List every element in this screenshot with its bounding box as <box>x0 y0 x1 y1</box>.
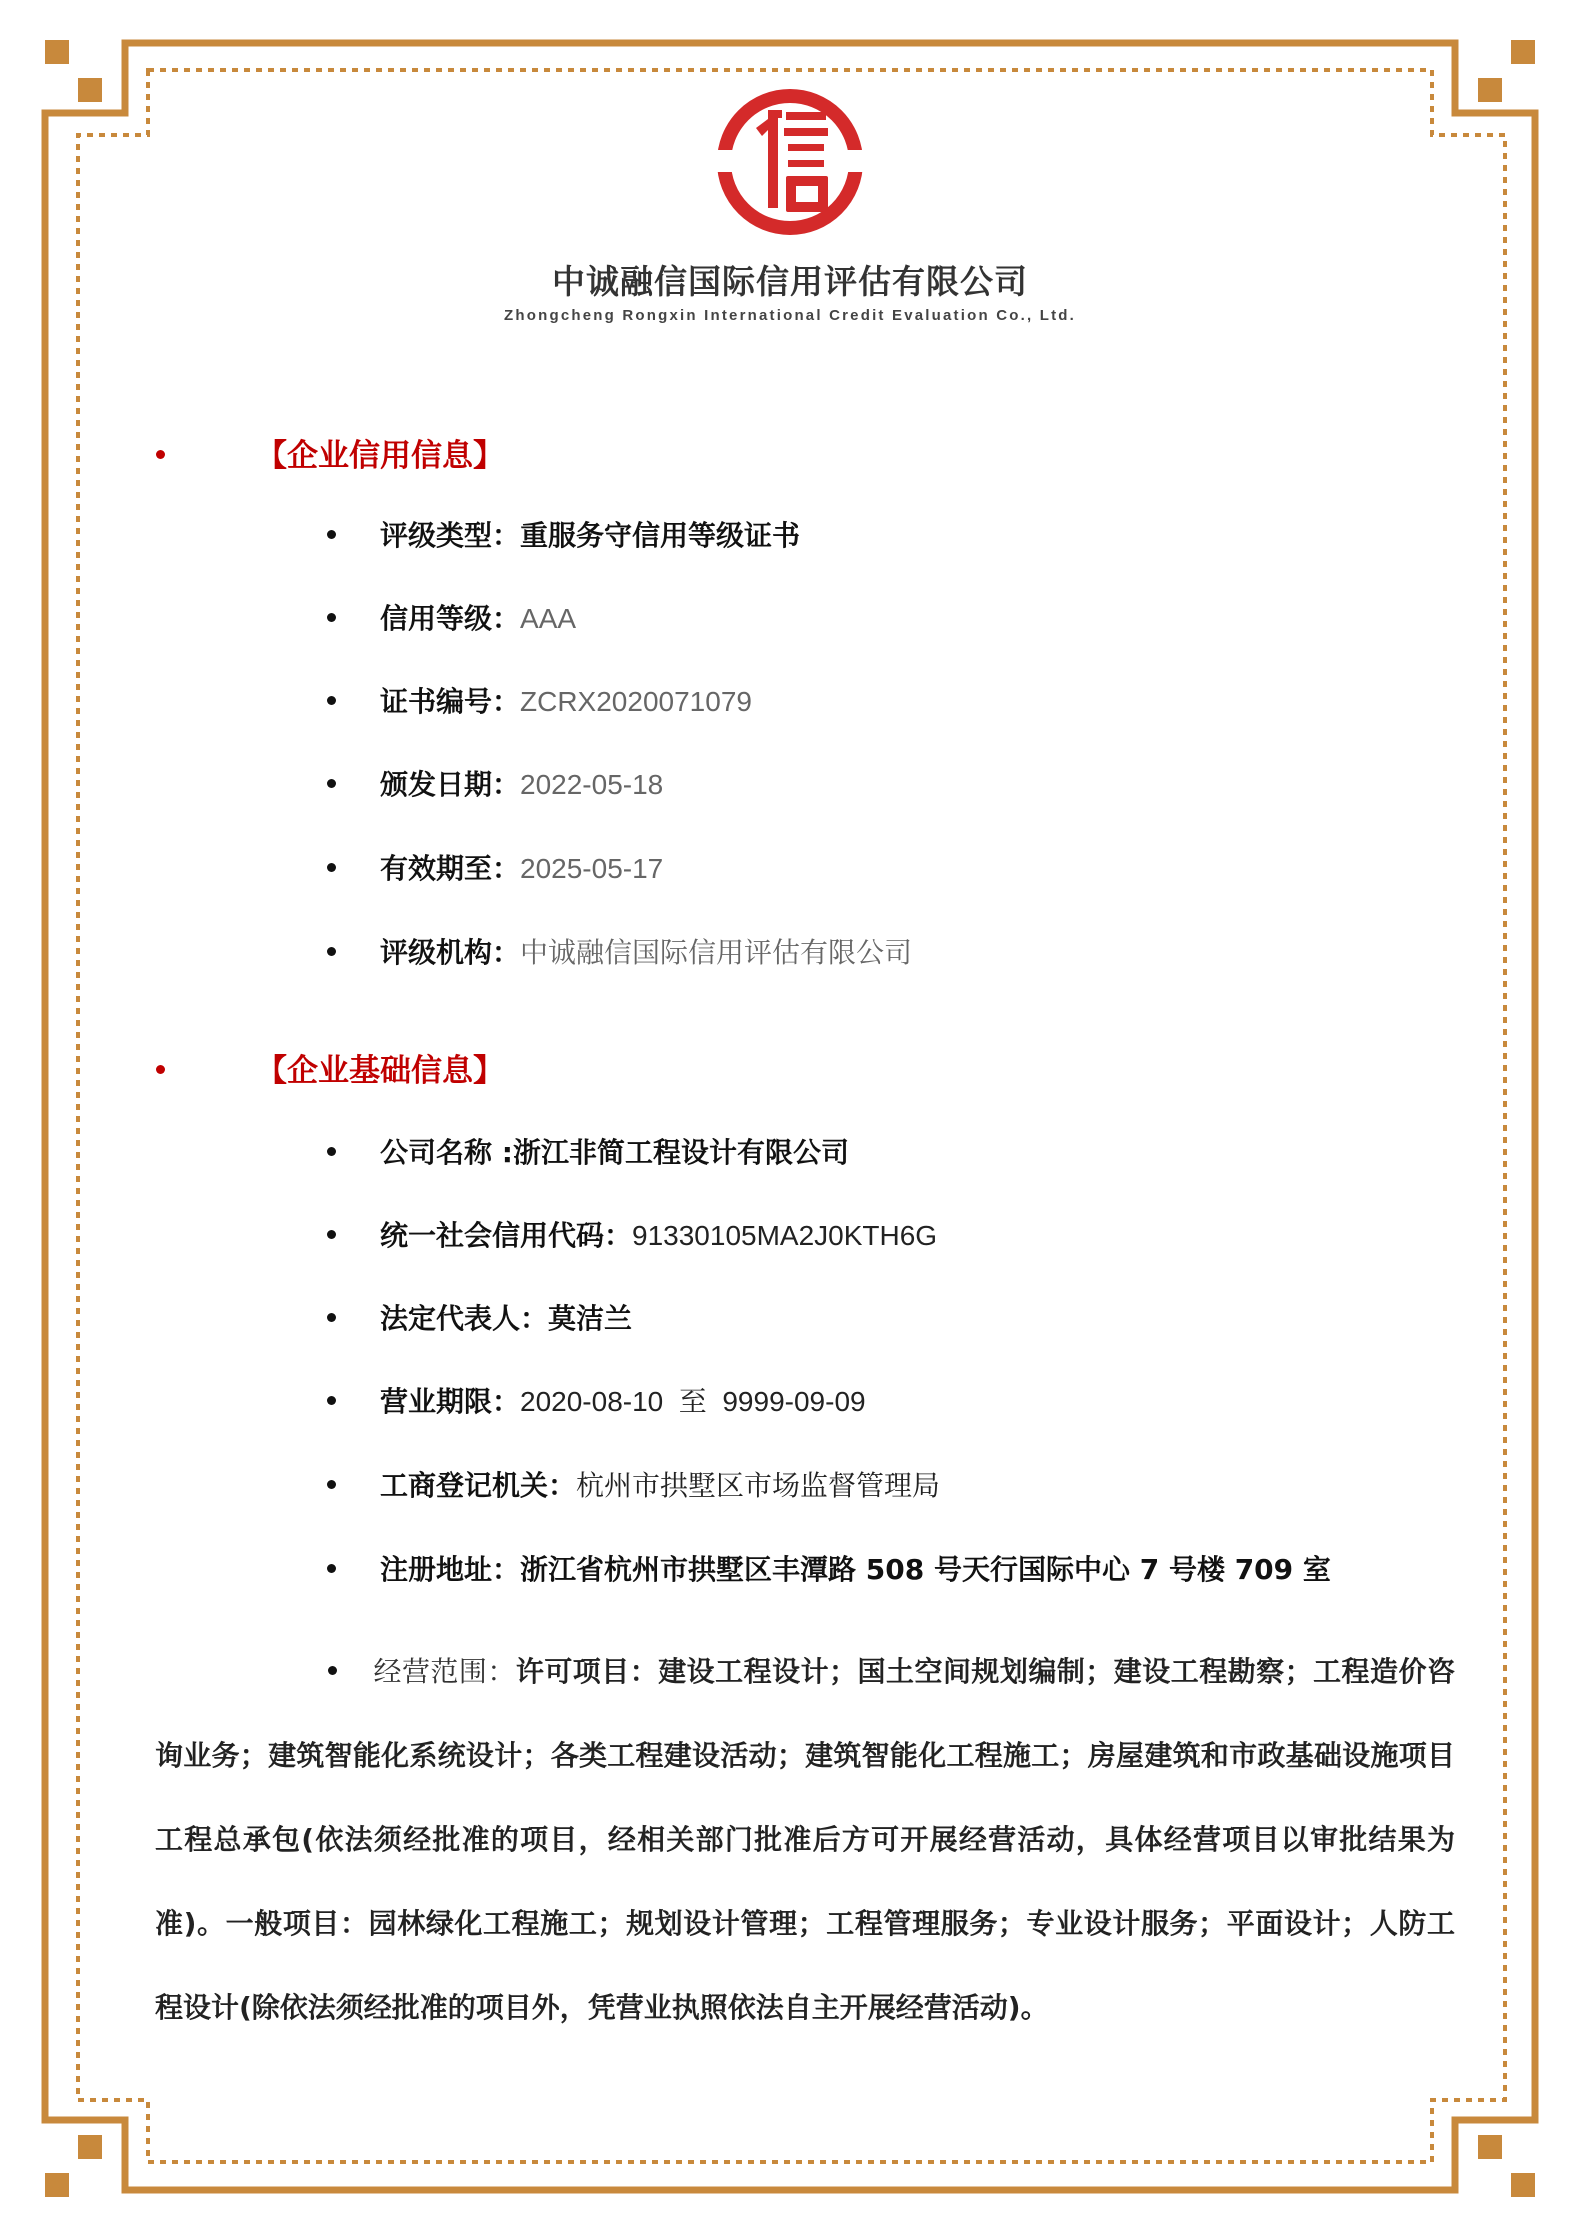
basic-item <box>0 1463 1580 1509</box>
scope-label: 经营范围： <box>373 1655 516 1688</box>
red-bullet-icon <box>156 450 165 459</box>
item-value: 中诚融信国际信用评估有限公司 <box>520 937 913 968</box>
item-label: 颁发日期： <box>380 768 521 801</box>
credit-item <box>0 930 1580 976</box>
item-value: 2025-05-17 <box>520 853 664 884</box>
bullet-icon <box>328 1666 337 1675</box>
bullet-icon <box>327 1564 336 1573</box>
bullet-icon <box>327 1147 336 1156</box>
item-value: 2022-05-18 <box>520 769 664 800</box>
business-scope <box>155 1630 1455 2050</box>
basic-item <box>0 1296 1580 1342</box>
item-label: 工商登记机关： <box>380 1469 577 1502</box>
item-value: AAA <box>520 603 577 634</box>
item-value: 浙江省杭州市拱墅区丰潭路 508 号天行国际中心 7 号楼 709 室 <box>520 1553 1331 1586</box>
bullet-icon <box>327 530 336 539</box>
basic-item <box>0 1213 1580 1259</box>
item-value: 重服务守信用等级证书 <box>520 519 801 552</box>
item-label: 信用等级： <box>380 602 521 635</box>
company-name-cn: 中诚融信国际信用评估有限公司 <box>552 262 1028 301</box>
bullet-icon <box>327 947 336 956</box>
credit-section-header <box>0 430 1580 480</box>
item-label: 证书编号： <box>380 685 521 718</box>
credit-item <box>0 846 1580 892</box>
item-value: 2020-08-10 至 9999-09-09 <box>520 1386 866 1417</box>
item-value: 莫洁兰 <box>548 1302 633 1335</box>
item-label: 评级机构： <box>380 936 521 969</box>
credit-item <box>0 596 1580 642</box>
bullet-icon <box>327 1313 336 1322</box>
credit-item <box>0 762 1580 808</box>
item-label: 注册地址： <box>380 1553 521 1586</box>
scope-text: 许可项目：建设工程设计；国土空间规划编制；建设工程勘察；工程造价咨询业务；建筑智能化系统设计；各类工程建设活动；建筑智能化工程施工；房屋建筑和市政基础设施项目工程总承包(依法须经批准的项目，经相关部门批准后方可开展经营活动，具体经营项目以审批结果为准)。一般项目：园林绿化工程施工；规划设计管理；工程管理服务；专业设计服务；平面设计；人防工程设计(除依法须经批准的项目外，凭营业执照依法自主开展经营活动)。 <box>155 1655 1455 2024</box>
item-value: ZCRX2020071079 <box>520 686 752 717</box>
basic-item <box>0 1379 1580 1425</box>
company-logo <box>0 88 1580 324</box>
item-label: 评级类型： <box>380 519 521 552</box>
credit-item <box>0 679 1580 725</box>
xin-seal-icon <box>716 88 864 236</box>
item-value: 91330105MA2J0KTH6G <box>632 1220 938 1251</box>
company-name-en: Zhongcheng Rongxin International Credit Evaluation Co., Ltd. <box>504 307 1076 324</box>
bullet-icon <box>327 696 336 705</box>
bullet-icon <box>327 1230 336 1239</box>
item-value: 浙江非简工程设计有限公司 <box>512 1136 849 1169</box>
item-label: 有效期至： <box>380 852 521 885</box>
red-bullet-icon <box>156 1065 165 1074</box>
item-value: 杭州市拱墅区市场监督管理局 <box>576 1470 941 1501</box>
basic-item <box>0 1547 1580 1593</box>
section-title-credit: 【企业信用信息】 <box>256 438 504 474</box>
credit-item <box>0 513 1580 559</box>
item-label: 营业期限： <box>380 1385 521 1418</box>
bullet-icon <box>327 613 336 622</box>
bullet-icon <box>327 863 336 872</box>
basic-section-header <box>0 1045 1580 1095</box>
item-label: 统一社会信用代码： <box>380 1219 633 1252</box>
basic-item <box>0 1130 1580 1176</box>
item-label: 法定代表人： <box>380 1302 549 1335</box>
section-title-basic: 【企业基础信息】 <box>256 1053 504 1089</box>
bullet-icon <box>327 779 336 788</box>
bullet-icon <box>327 1480 336 1489</box>
item-label: 公司名称 : <box>380 1136 513 1169</box>
bullet-icon <box>327 1396 336 1405</box>
